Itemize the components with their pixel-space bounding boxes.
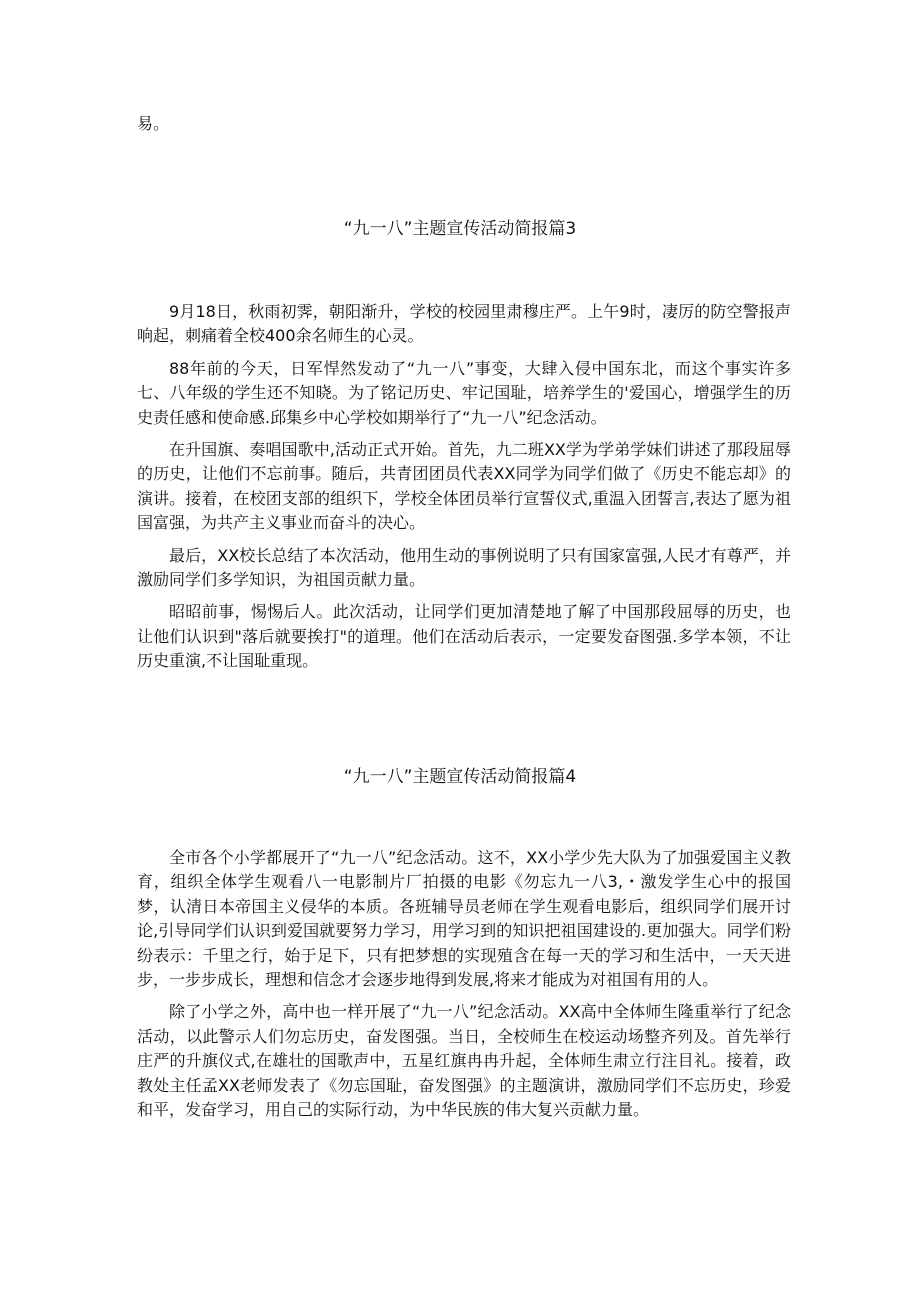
paragraph: 除了小学之外，高中也一样开展了“九一八”纪念活动。XX高中全体师生隆重举行了纪念活动，以此警示人们勿忘历史，奋发图强。当日，全校师生在校运动场整齐列及。首先举行庄严的升旗仪式,在雄壮的国歌声中，五星红旗冉冉升起，全体师生肃立行注目礼。接着，政教处主任孟XX老师发表了《勿忘国耻，奋发图强》的主题演讲，激励同学们不忘历史，珍爱和平，发奋学习，用自己的实际行动，为中华民族的伟大复兴贡献力量。 bbox=[137, 1002, 791, 1120]
section-4-body bbox=[137, 846, 791, 1130]
paragraph: 全市各个小学都展开了“九一八”纪念活动。这不，XX小学少先大队为了加强爱国主义教育，组织全体学生观看八一电影制片厂拍摄的电影《勿忘九一八3,・激发学生心中的报国梦，认清日本帝国主义侵华的本质。各班辅导员老师在学生观看电影后，组织同学们展开讨论,引导同学们认识到爱国就要努力学习，用学习到的知识把祖国建设的.更加强大。同学们粉纷表示：千里之行，始于足下，只有把梦想的实现殖含在每一天的学习和生活中，一天天进步，一步步成长，理想和信念才会逐步地得到发展,将来才能成为对祖国有用的人。 bbox=[137, 848, 791, 990]
paragraph: 在升国旗、奏唱国歌中,活动正式开始。首先，九二班XX学为学弟学妹们讲述了那段屈辱的历史，让他们不忘前事。随后，共青团团员代表XX同学为同学们做了《历史不能忘却》的演讲。接着，在校团支部的组织下，学校全体团员举行宣誓仪式,重温入团誓言,表达了愿为祖国富强，为共产主义事业而奋斗的决心。 bbox=[137, 440, 791, 533]
section-3-body bbox=[137, 300, 791, 682]
paragraph: 最后，XX校长总结了本次活动，他用生动的事例说明了只有国家富强,人民才有尊严，并激励同学们多学知识，为祖国贡献力量。 bbox=[137, 545, 791, 590]
paragraph: 昭昭前事，惕惕后人。此次活动，让同学们更加清楚地了解了中国那段屈辱的历史，也让他们认识到"落后就要挨打"的道理。他们在活动后表示，一定要发奋图强.多学本领，不让历史重演,不让国耻重现。 bbox=[137, 602, 791, 671]
carry-over-text: 易。 bbox=[137, 114, 170, 133]
section-heading-3: “九一八”主题宣传活动简报篇3 bbox=[343, 219, 577, 239]
paragraph: 9月18日，秋雨初霁，朝阳渐升，学校的校园里肃穆庄严。上午9时，凄厉的防空警报声响起，刺痛着全校400余名师生的心灵。 bbox=[137, 302, 791, 346]
paragraph: 88年前的今天，日军悍然发动了“九一八”事变，大肆入侵中国东北，而这个事实许多七、八年级的学生还不知晓。为了铭记历史、牢记国耻，培养学生的'爱国心，增强学生的历史责任感和使命感.邱集乡中心学校如期举行了“九一八”纪念活动。 bbox=[137, 358, 791, 427]
section-heading-4: “九一八”主题宣传活动简报篇4 bbox=[343, 767, 577, 787]
